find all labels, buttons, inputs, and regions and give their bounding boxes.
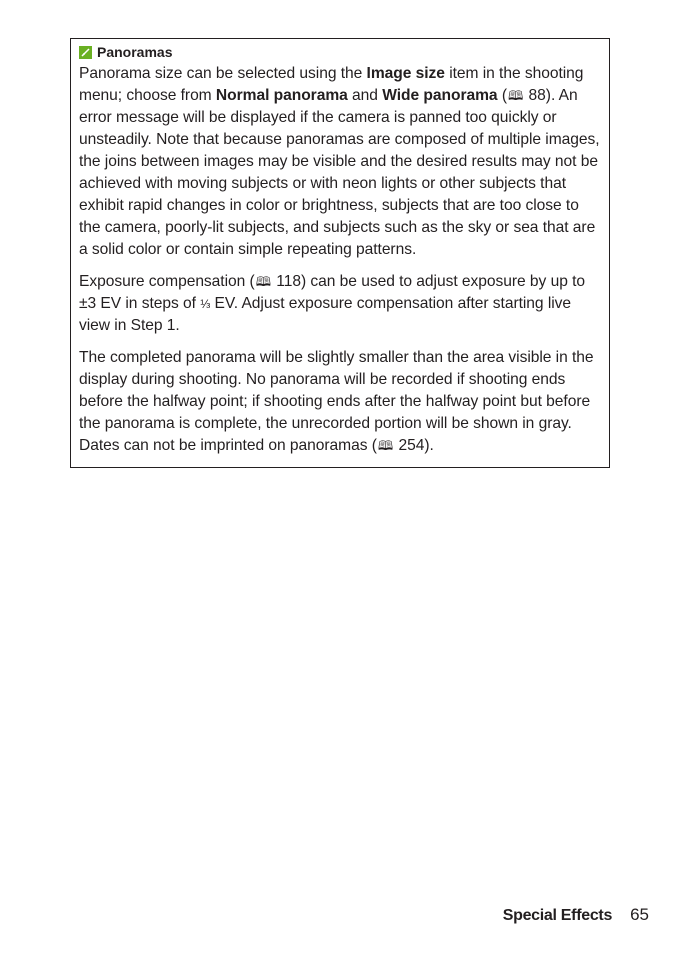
paragraph-panorama-size: Panorama size can be selected using the Image size item in the shooting menu; choose from Normal panorama and Wide panorama (🕮 88). An error message will be displayed if the camera is panned too quickly or unsteadily. Note that because panoramas are composed of multiple images, the joins between images may be visible and the desired results may not be achieved with moving subjects or with neon lights or other subjects that exhibit rapid changes in color or brightness, subjects that are too close to the camera, poorly-lit subjects, and subjects such as the sky or sea that are a solid color or contain simple repeating patterns. — [79, 65, 600, 258]
page-ref-88[interactable]: 88 — [528, 87, 546, 104]
book-icon: 🕮 — [255, 274, 271, 289]
menu-item-image-size: Image size — [366, 65, 445, 82]
page-ref-118[interactable]: 118 — [276, 273, 301, 290]
option-wide-panorama: Wide panorama — [382, 87, 498, 104]
page-ref-254[interactable]: 254 — [398, 437, 425, 454]
page-number: 65 — [630, 905, 649, 924]
paragraph-completed-panorama: The completed panorama will be slightly smaller than the area visible in the display during shooting. No panorama will be recorded if shooting ends before the halfway point; if shooting ends after the halfway point but before the panorama is complete, the unrecorded portion will be shown in gray. Dates can not be imprinted on panoramas (🕮 254). — [79, 347, 601, 457]
section-title: Special Effects — [502, 907, 613, 924]
book-icon: 🕮 — [507, 88, 524, 103]
book-icon: 🕮 — [377, 438, 394, 453]
note-title — [79, 43, 601, 61]
check-note-icon — [79, 46, 92, 59]
note-title-text: Panoramas — [97, 44, 173, 60]
paragraph-exposure-compensation: Exposure compensation (🕮 118) can be used to adjust exposure by up to ±3 EV in steps of ⅓ EV. Adjust exposure compensation after starting live view in Step 1. — [79, 273, 586, 334]
note-box — [70, 38, 610, 468]
page-footer — [503, 905, 649, 925]
fraction-one-third: ⅓ — [200, 297, 211, 311]
option-normal-panorama: Normal panorama — [215, 87, 348, 104]
